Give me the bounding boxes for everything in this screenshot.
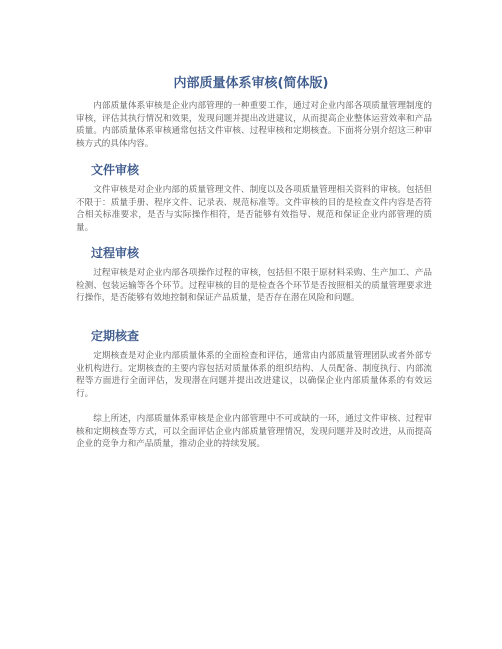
intro-paragraph: 内部质量体系审核是企业内部管理的一种重要工作，通过对企业内部各项质量管理制度的审核，评估其执行情况和效果，发现问题并提出改进建议，从而提高企业整体运营效率和产品质量。内部质量体系审核通常包括文件审核、过程审核和定期核查。下面将分别介绍这三种审核方式的具体内容。 — [76, 101, 432, 150]
section-body-process-audit: 过程审核是对企业内部各项操作过程的审核，包括但不限于原材料采购、生产加工、产品检测、包装运输等各个环节。过程审核的目的是检查各个环节是否按照相关的质量管理要求进行操作，是否能够有效地控制和保证产品质量，是否存在潜在风险和问题。 — [76, 268, 432, 304]
section-heading-file-audit: 文件审核 — [91, 163, 140, 177]
section-heading-process-audit: 过程审核 — [91, 246, 140, 260]
section-body-file-audit: 文件审核是对企业内部的质量管理文件、制度以及各项质量管理相关资料的审核。包括但不限于：质量手册、程序文件、记录表、规范标准等。文件审核的目的是检查文件内容是否符合相关标准要求，是否与实际操作相符，是否能够有效指导、规范和保证企业内部管理的质量。 — [76, 185, 432, 234]
summary-paragraph: 综上所述，内部质量体系审核是企业内部管理中不可或缺的一环，通过文件审核、过程审核和定期核查等方式，可以全面评估企业内部质量管理情况，发现问题并及时改进，从而提高企业的竞争力和产品质量，推动企业的持续发展。 — [76, 414, 432, 450]
section-body-periodic-check: 定期核查是对企业内部质量体系的全面检查和评估，通常由内部质量管理团队或者外部专业机构进行。定期核查的主要内容包括对质量体系的组织结构、人员配备、制度执行、内部流程等方面进行全面评估，发现潜在问题并提出改进建议，以确保企业内部质量体系的有效运行。 — [76, 351, 432, 400]
document-title: 内部质量体系审核(简体版) — [173, 76, 329, 91]
section-heading-periodic-check: 定期核查 — [91, 329, 140, 343]
